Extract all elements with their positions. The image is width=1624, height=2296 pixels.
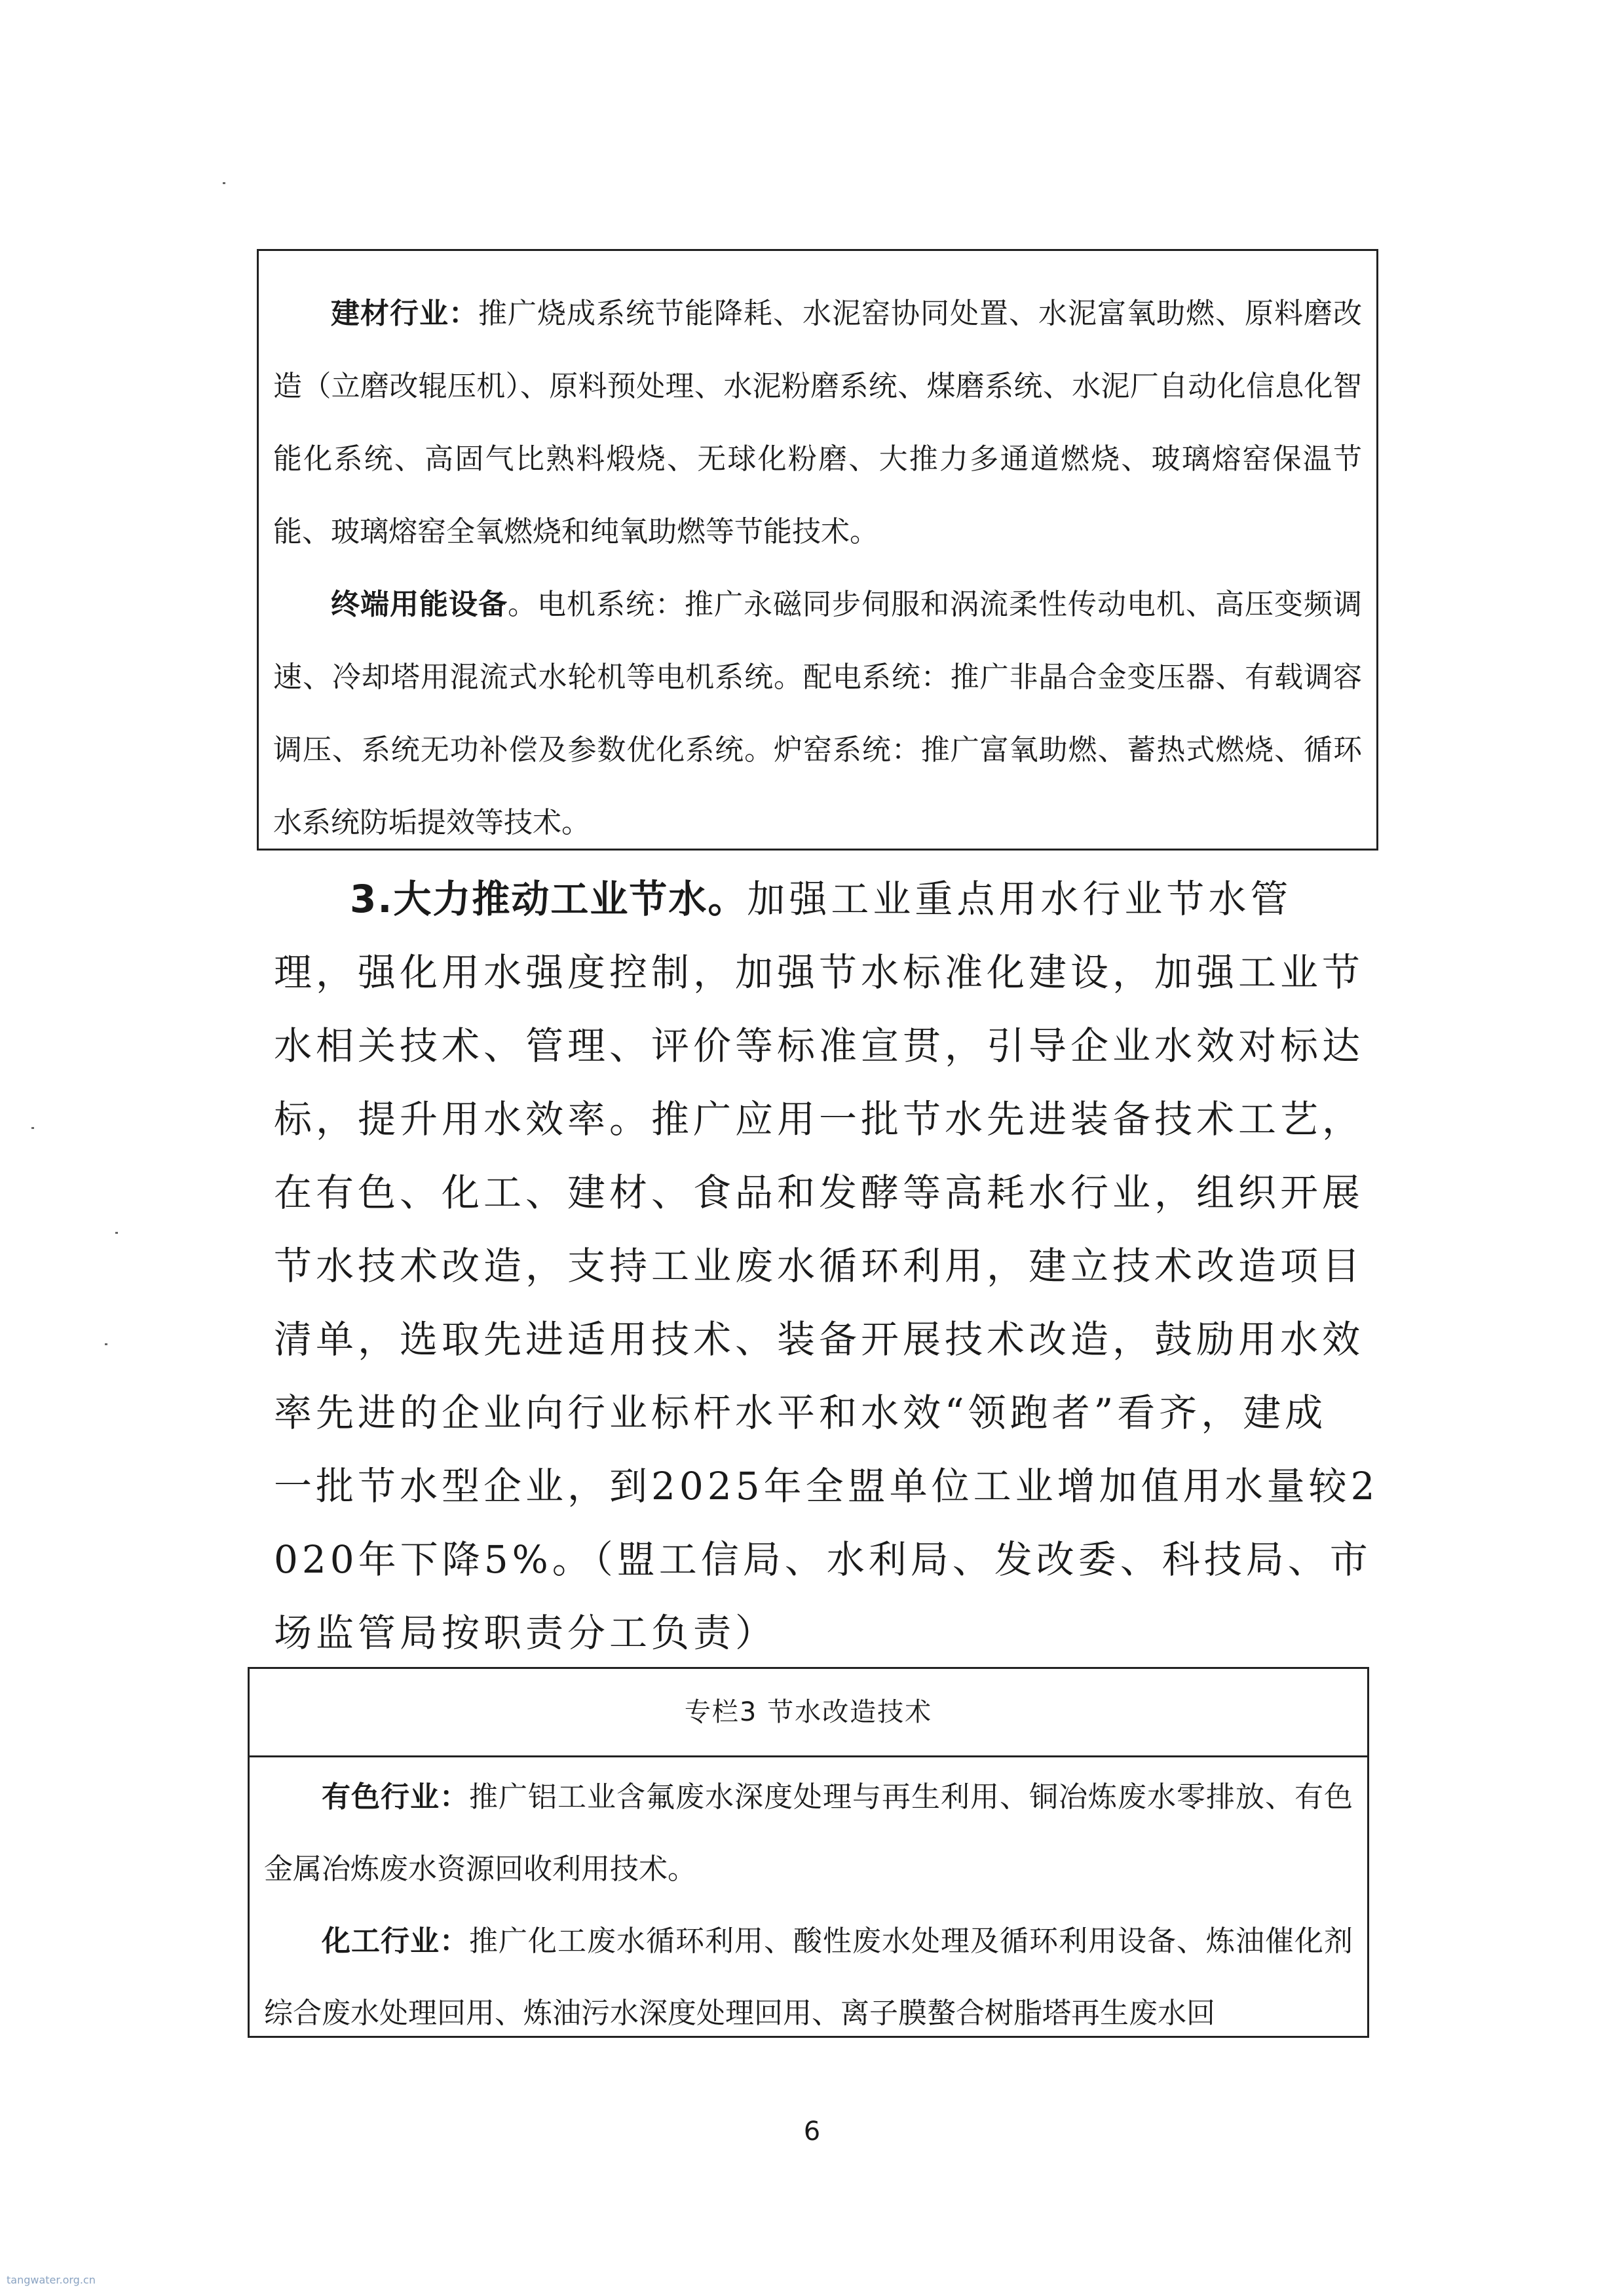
section-3-heading: 大力推动工业节水。 xyxy=(393,877,747,921)
section-3-line-6: 节水技术改造，支持工业废水循环利用，建立技术改造项目 xyxy=(274,1244,1365,1288)
section-3-number: 3. xyxy=(350,877,394,921)
box3-lead-chemical: 化工行业： xyxy=(322,1924,469,1958)
box1-paragraph-end-use-equipment xyxy=(273,568,1362,859)
section-3-line-4: 标，提升用水效率。推广应用一批节水先进装备技术工艺， xyxy=(274,1097,1365,1141)
box3-text-chemical: 推广化工废水循环利用、酸性废水处理及循环利用设备、炼油催化剂综合废水处理回用、炼油污水深度处理回用、离子膜螯合树脂塔再生废水回 xyxy=(264,1924,1353,2030)
page-number: 6 xyxy=(803,2116,821,2147)
section-3-line-10: 020年下降5%。（盟工信局、水利局、发改委、科技局、市 xyxy=(274,1537,1372,1582)
box1-lead-building-materials: 建材行业： xyxy=(331,297,478,330)
watermark: tangwater.org.cn xyxy=(7,2274,96,2286)
box3-lead-nonferrous: 有色行业： xyxy=(322,1780,469,1814)
box3-text-nonferrous: 推广铝工业含氟废水深度处理与再生利用、铜冶炼废水零排放、有色金属冶炼废水资源回收利用技术。 xyxy=(264,1780,1353,1886)
section-3-line-8: 率先进的企业向行业标杆水平和水效“领跑者”看齐，建成 xyxy=(274,1390,1327,1435)
box1-lead-end-use-equipment: 终端用能设备 xyxy=(331,588,508,621)
section-3-line-2: 理，强化用水强度控制，加强节水标准化建设，加强工业节 xyxy=(274,950,1365,995)
box1-text-building-materials: 推广烧成系统节能降耗、水泥窑协同处置、水泥富氧助燃、原料磨改造（立磨改辊压机）、原料预处理、水泥粉磨系统、煤磨系统、水泥厂自动化信息化智能化系统、高固气比熟料煅烧、无球化粉磨、大推力多通道燃烧、玻璃熔窑保温节能、玻璃熔窑全氧燃烧和纯氧助燃等节能技术。 xyxy=(273,297,1362,548)
section-3-line-5: 在有色、化工、建材、食品和发酵等高耗水行业，组织开展 xyxy=(274,1170,1365,1215)
section-3-text-line-1: 加强工业重点用水行业节水管 xyxy=(747,877,1293,921)
box3-paragraph-nonferrous xyxy=(264,1761,1353,1905)
section-3-line-9: 一批节水型企业，到2025年全盟单位工业增加值用水量较2 xyxy=(274,1464,1379,1508)
box1-paragraph-building-materials xyxy=(273,277,1362,568)
box3-title: 专栏3 节水改造技术 xyxy=(250,1669,1367,1757)
section-3-line-7: 清单，选取先进适用技术、装备开展技术改造，鼓励用水效 xyxy=(274,1317,1365,1362)
scan-speck xyxy=(31,1127,34,1129)
technology-box-1 xyxy=(257,249,1378,851)
scan-speck xyxy=(223,182,225,184)
box1-text xyxy=(273,277,1362,859)
technology-box-3 xyxy=(248,1667,1369,2038)
box3-text xyxy=(250,1757,1367,2050)
scan-speck xyxy=(115,1232,118,1234)
section-3-line-3: 水相关技术、管理、评价等标准宣贯，引导企业水效对标达 xyxy=(274,1024,1365,1068)
box1-text-end-use-equipment: 。电机系统：推广永磁同步伺服和涡流柔性传动电机、高压变频调速、冷却塔用混流式水轮机等电机系统。配电系统：推广非晶合金变压器、有载调容调压、系统无功补偿及参数优化系统。炉窑系统：推广富氧助燃、蓄热式燃烧、循环水系统防垢提效等技术。 xyxy=(273,588,1362,839)
scan-speck xyxy=(105,1343,107,1345)
box3-paragraph-chemical xyxy=(264,1905,1353,2050)
section-3-paragraph xyxy=(274,862,1379,1670)
section-3-line-11: 场监管局按职责分工负责） xyxy=(274,1611,778,1655)
section-3-line-1 xyxy=(274,862,1356,936)
